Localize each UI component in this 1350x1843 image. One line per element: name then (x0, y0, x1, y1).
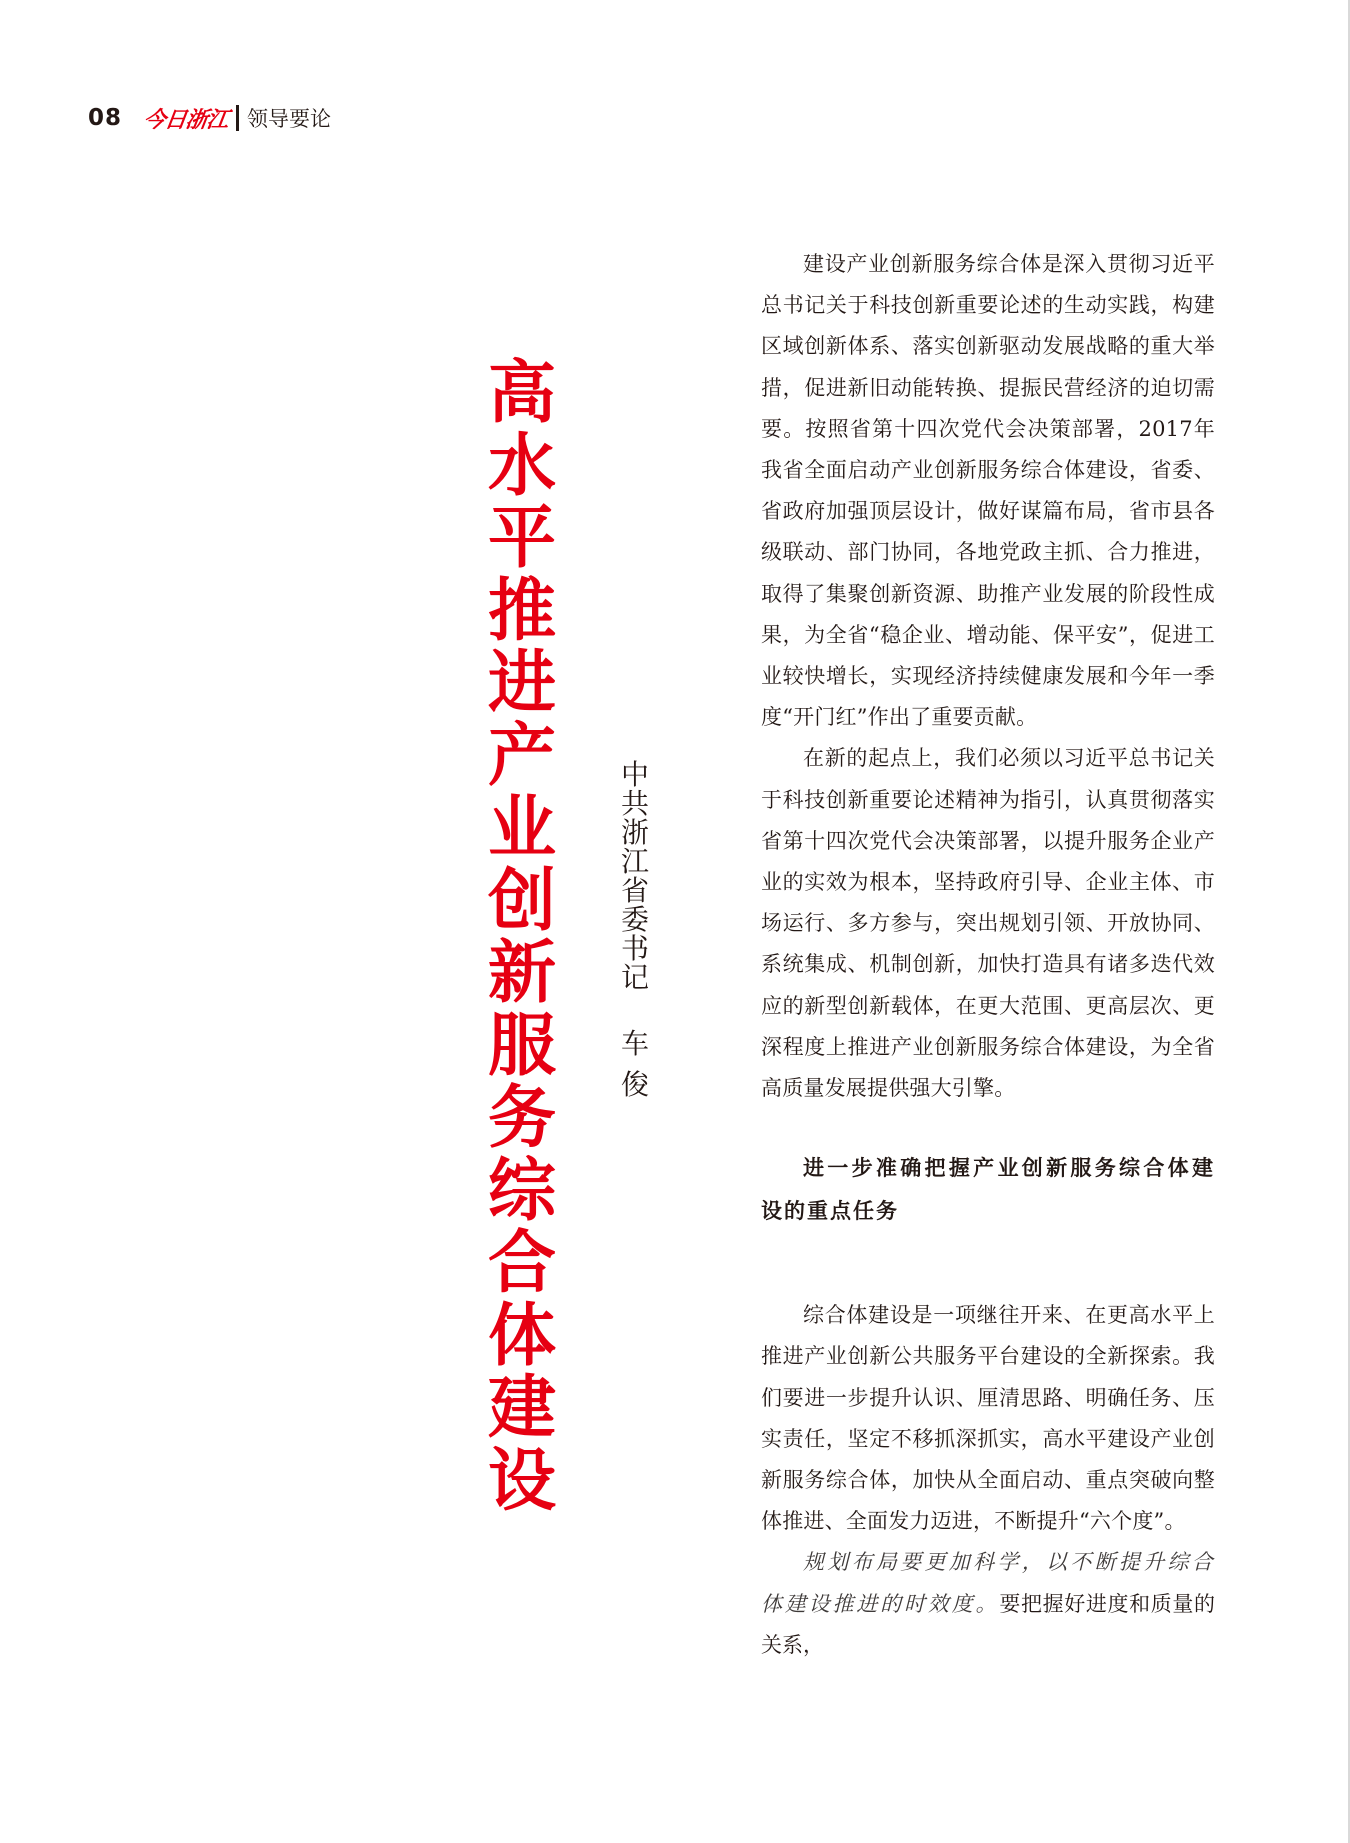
page-number: 08 (88, 105, 123, 131)
emphasis-tail: 要把握好进度和质量的关系， (761, 1591, 1216, 1657)
header-divider (236, 105, 239, 131)
author-title: 中共浙江省委书记 (620, 758, 649, 994)
section-name: 领导要论 (247, 107, 332, 131)
article-body (761, 244, 1215, 1666)
masthead-logo: 今日浙江 (141, 106, 230, 133)
emphasis-paragraph (761, 1542, 1215, 1666)
byline (618, 760, 652, 1105)
article-title: 高水平推进产业创新服务综合体建设 (487, 354, 556, 1521)
body-paragraph: 建设产业创新服务综合体是深入贯彻习近平总书记关于科技创新重要论述的生动实践，构建区域创新体系、落实创新驱动发展战略的重大举措，促进新旧动能转换、提振民营经济的迫切需要。按照省第十四次党代会决策部署，2017年我省全面启动产业创新服务综合体建设，省委、省政府加强顶层设计，做好谋篇布局，省市县各级联动、部门协同，各地党政主抓、合力推进，取得了集聚创新资源、助推产业发展的阶段性成果，为全省“稳企业、增动能、保平安”，促进工业较快增长，实现经济持续健康发展和今年一季度“开门红”作出了重要贡献。 (761, 252, 1215, 730)
author-name: 车俊 (620, 1027, 649, 1101)
body-paragraph: 综合体建设是一项继往开来、在更高水平上推进产业创新公共服务平台建设的全新探索。我们要进一步提升认识、厘清思路、明确任务、压实责任，坚定不移抓深抓实，高水平建设产业创新服务综合体，加快从全面启动、重点突破向整体推进、全面发力迈进，不断提升“六个度”。 (761, 1303, 1215, 1534)
body-paragraph: 在新的起点上，我们必须以习近平总书记关于科技创新重要论述精神为指引，认真贯彻落实省第十四次党代会决策部署，以提升服务企业产业的实效为根本，坚持政府引导、企业主体、市场运行、多方参与，突出规划引领、开放协同、系统集成、机制创新，加快打造具有诸多迭代效应的新型创新载体，在更大范围、更高层次、更深程度上推进产业创新服务综合体建设，为全省高质量发展提供强大引擎。 (761, 746, 1215, 1101)
section-subheading: 进一步准确把握产业创新服务综合体建设的重点任务 (761, 1156, 1215, 1224)
running-header (88, 104, 331, 132)
emphasis-lead: 规划布局要更加科学，以不断提升综合体建设推进的时效度。 (761, 1550, 1215, 1616)
